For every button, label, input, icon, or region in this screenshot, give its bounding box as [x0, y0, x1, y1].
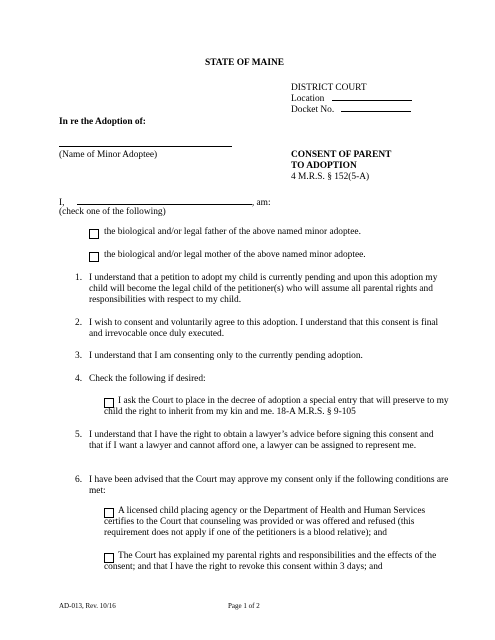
form-title-line-1: CONSENT OF PARENT [291, 150, 392, 160]
form-title-line-2: TO ADOPTION [291, 161, 357, 171]
docket-field[interactable] [341, 111, 411, 112]
father-checkbox[interactable] [89, 229, 99, 239]
item-2-number: 2. [75, 318, 83, 328]
item-1-number: 1. [75, 273, 83, 283]
location-label: Location [291, 94, 325, 104]
item-4-number: 4. [75, 374, 83, 384]
item-1-text: I understand that a petition to adopt my child is currently pending and upon this adoption my child will become the legal child of the petitioner(s) who will assume all parental rights and responsibilities with respect to my child. [89, 273, 438, 306]
item-4-text: Check the following if desired: [89, 374, 206, 384]
item-6-text: I have been advised that the Court may approve my consent only if the following conditions are met: [89, 475, 449, 497]
form-id: AD-013, Rev. 10/16 [59, 602, 116, 610]
minor-name-label: (Name of Minor Adoptee) [59, 150, 158, 160]
mother-option-label: the biological and/or legal mother of the above named minor adoptee. [104, 250, 366, 260]
location-row [291, 94, 412, 105]
item-5-number: 5. [75, 430, 83, 440]
minor-name-field[interactable] [59, 138, 232, 147]
docket-row [291, 105, 411, 116]
inherit-option-text: I ask the Court to place in the decree of adoption a special entry that will preserve to my child the right to inherit from my kin and me. 18-A M.R.S. § 9-105 [104, 396, 449, 418]
page-number: Page 1 of 2 [228, 602, 260, 610]
item-3-text: I understand that I am consenting only to the currently pending adoption. [89, 351, 363, 361]
location-field[interactable] [332, 100, 412, 101]
check-instruction: (check one of the following) [59, 207, 166, 217]
item-6-number: 6. [75, 475, 83, 485]
declarant-prefix: I, [59, 198, 65, 208]
docket-label: Docket No. [291, 105, 335, 115]
counseling-condition-text: A licensed child placing agency or the Department of Health and Human Services certifies to the Court that counseling was provided or was offered and refused (this requirement does not apply if one of the petitioners is a blood relative); and [104, 506, 426, 539]
in-re-heading: In re the Adoption of: [59, 117, 146, 127]
state-heading: STATE OF MAINE [205, 58, 284, 68]
mother-checkbox[interactable] [89, 252, 99, 262]
item-3-number: 3. [75, 351, 83, 361]
item-2-text: I wish to consent and voluntarily agree to this adoption. I understand that this consent is final and irrevocable once duly executed. [89, 318, 439, 340]
declarant-suffix: , am: [251, 198, 271, 208]
explained-condition-text: The Court has explained my parental rights and responsibilities and the effects of the consent; and that I have the right to revoke this consent within 3 days; and [104, 551, 437, 573]
court-name: DISTRICT COURT [291, 83, 367, 93]
father-option-label: the biological and/or legal father of the above named minor adoptee. [104, 227, 361, 237]
item-5-text: I understand that I have the right to obtain a lawyer’s advice before signing this consent and that if I want a lawyer and cannot afford one, a lawyer can be assigned to represent me. [89, 430, 434, 452]
declarant-name-field[interactable] [77, 196, 252, 205]
statute-reference: 4 M.R.S. § 152(5-A) [291, 172, 370, 182]
